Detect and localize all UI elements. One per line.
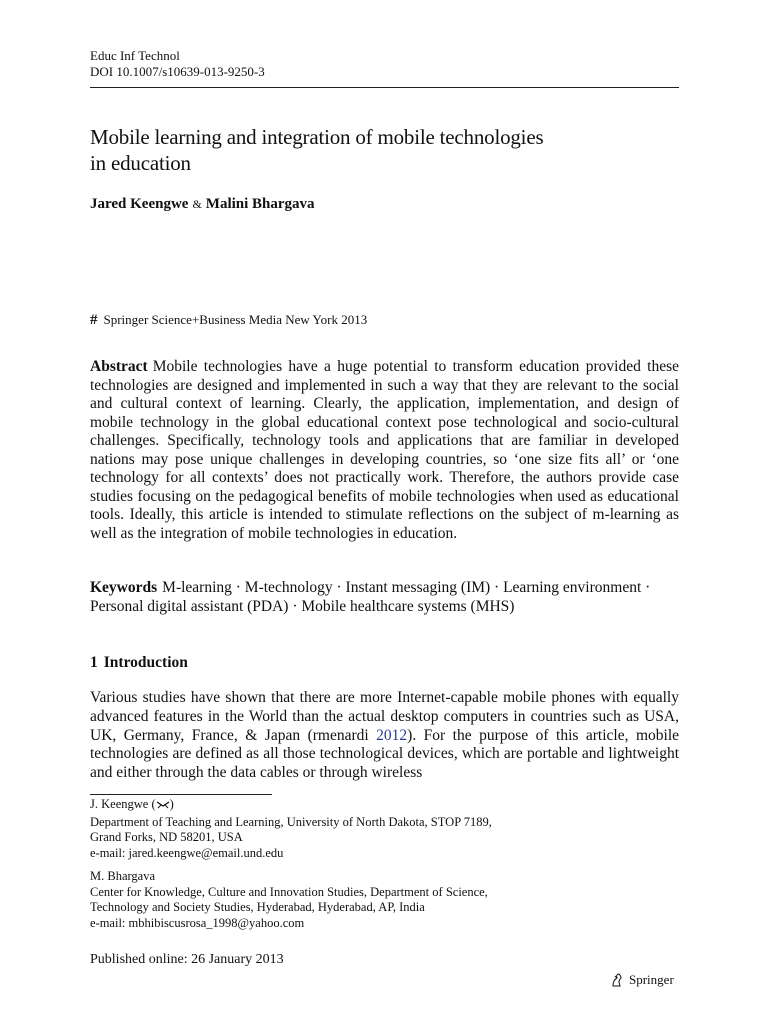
section-number: 1 [90, 654, 98, 671]
affiliation-name: J. Keengwe ( [90, 797, 156, 811]
affiliation-line-2: Grand Forks, ND 58201, USA [90, 830, 243, 844]
published-date: Published online: 26 January 2013 [90, 952, 284, 967]
publisher-name: Springer [629, 972, 674, 987]
author-2: Malini Bhargava [205, 196, 315, 212]
author-separator: & [192, 197, 202, 211]
paper-title [90, 124, 680, 176]
springer-horse-icon [609, 972, 625, 988]
author-1: Jared Keengwe [90, 196, 189, 212]
copyright-text: Springer Science+Business Media New York 2013 [103, 312, 368, 327]
abstract-text: Mobile technologies have a huge potential to transform education provided these technologies are designed and implemented in such a way that they are relevant to the social and cultural context of learning. Clearly, the application, implementation, and design of mobile technology in the global educational context pose technological and socio-cultural challenges. Specifically, technology tools and applications that are familiar in developed nations may pose unique challenges in developing countries, so ‘one size fits all’ or ‘one technology for all contexts’ does not practically work. Therefore, the authors provide case studies focusing on the pedagogical benefits of mobile technologies when used as educational tools. Ideally, this article is intended to stimulate reflections on the subject of m-learning as well as the integration of mobile technologies in education. [90, 358, 679, 542]
affiliation-email[interactable]: e-mail: mbhibiscusrosa_1998@yahoo.com [90, 915, 305, 930]
affiliation-name: M. Bhargava [90, 869, 156, 883]
introduction-paragraph [90, 689, 679, 783]
affiliation-name-close: ) [169, 797, 174, 811]
copyright-line [90, 312, 367, 328]
affiliation-email[interactable]: e-mail: jared.keengwe@email.und.edu [90, 845, 284, 860]
affiliation-line-2: Technology and Society Studies, Hyderabad, Hyderabad, AP, India [90, 900, 425, 914]
affiliation-line-1: Department of Teaching and Learning, University of North Dakota, STOP 7189, [90, 814, 492, 829]
title-line-1: Mobile learning and integration of mobile technologies [90, 125, 544, 149]
section-title: Introduction [103, 654, 188, 671]
intro-text-part-1: Various studies have shown that there are more Internet-capable mobile phones with equally advanced features in the World than the actual desktop computers in countries such as USA, UK, Germany, France, & Japan (rmenardi [90, 689, 679, 744]
corresponding-author-icon [156, 799, 170, 815]
author-list [90, 194, 315, 214]
publisher-logo [609, 971, 674, 989]
keywords-label: Keywords [90, 579, 158, 596]
intro-text-part-2: ). For the purpose of this article, mobile technologies are defined as all those technological devices, which are portable and lightweight and either through the data cables or through wireless [90, 726, 679, 782]
section-heading-introduction [90, 653, 188, 673]
title-line-2: in education [90, 151, 191, 175]
header-rule [90, 87, 679, 88]
keywords-text: M-learning · M-technology · Instant messaging (IM) · Learning environment · Personal digital assistant (PDA) · Mobile healthcare systems (MHS) [90, 579, 651, 615]
footnote-rule [90, 794, 272, 795]
affiliation-line-1: Center for Knowledge, Culture and Innovation Studies, Department of Science, [90, 884, 488, 899]
affiliation-keengwe [90, 797, 492, 861]
copyright-symbol: # [90, 312, 98, 328]
affiliation-name-line [90, 797, 492, 815]
abstract [90, 358, 679, 543]
doi: DOI 10.1007/s10639-013-9250-3 [90, 64, 265, 79]
keywords [90, 579, 679, 616]
citation-link[interactable]: 2012 [376, 726, 408, 744]
affiliation-bhargava [90, 869, 488, 931]
abstract-label: Abstract [90, 358, 148, 375]
journal-name: Educ Inf Technol [90, 48, 180, 63]
journal-header [90, 48, 265, 80]
